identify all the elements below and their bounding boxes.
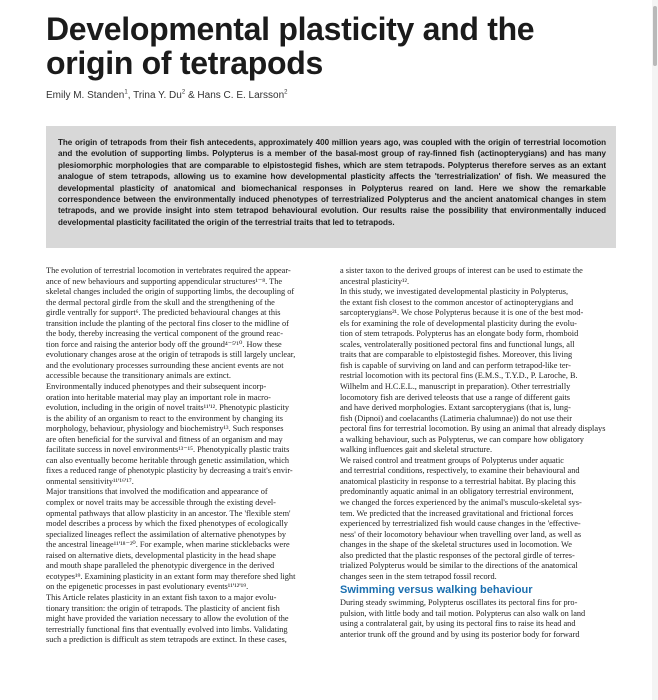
body-text-line: predominantly aquatic animal in an obligatory terrestrial environment, bbox=[340, 487, 574, 497]
body-text-line: we changed the forces experienced by the animal's musculo-skeletal sys- bbox=[340, 498, 582, 508]
body-text-line: walking influences gait and skeletal structure. bbox=[340, 445, 493, 455]
body-column-right bbox=[340, 266, 626, 640]
body-text-line: accessible because the transitionary animals are extinct. bbox=[46, 371, 231, 381]
body-column-left bbox=[46, 266, 332, 646]
body-text-line: terrestrially functional fins that eventually evolved into limbs. Validating bbox=[46, 624, 288, 634]
body-text-line: might have provided the variation necessary to allow the evolution of the bbox=[46, 614, 289, 624]
body-text-line: can also eventually become heritable through genetic assimilation, which bbox=[46, 455, 290, 465]
body-text-line: ecotypes¹⁹. Examining plasticity in an extant form may therefore shed light bbox=[46, 571, 296, 581]
body-text-line: The evolution of terrestrial locomotion in vertebrates required the appear- bbox=[46, 266, 291, 275]
body-text-line: trialized Polypterus would be similar to the directions of the anatomical bbox=[340, 561, 578, 571]
body-text-line: and have derived morphologies. Extant sarcopterygians (that is, lung- bbox=[340, 403, 571, 413]
article-title: Developmental plasticity and the origin of tetrapods bbox=[46, 11, 535, 81]
abstract-text: The origin of tetrapods from their fish antecedents, approximately 400 million years ago, was coupled with the origin of terrestrial locomotion and the evolution of supporting limbs. Polypterus is a member of the basal-most group of ray-finned fish (actinopterygians) and has many plesiomorphic morphologies that are comparable to elpistostegid fishes, which are stem tetrapods. Polypterus therefore serves as an extant analogue of stem tetrapods, allowing us to examine how developmental plasticity affects the 'terrestrialization' of fish. We measured the developmental plasticity of anatomical and biomechanical responses in Polypterus reared on land. Here we show the remarkable correspondence between the environmentally induced phenotypes of terrestrialized Polypterus and the ancient anatomical changes in stem tetrapods, and we provide insight into stem tetrapod behavioural evolution. Our results raise the possibility that environmentally induced developmental plasticity facilitated the origin of the terrestrial traits that led to tetrapods. bbox=[58, 138, 606, 227]
body-text-line: and the evolutionary processes surrounding these ancient events are not bbox=[46, 360, 284, 370]
abstract-box bbox=[46, 126, 616, 248]
body-text-line: During steady swimming, Polypterus oscillates its pectoral fins for pro- bbox=[340, 597, 578, 607]
body-text-line: model describes a process by which the fixed phenotypes of ecologically bbox=[46, 519, 288, 529]
body-text-line: fish is capable of surviving on land and can perform tetrapod-like ter- bbox=[340, 360, 571, 370]
body-text-line: anterior trunk off the ground and by using its posterior body for forward bbox=[340, 629, 580, 639]
body-text-line: els for examining the role of developmental plasticity during the evolu- bbox=[340, 318, 577, 328]
body-text-line: girdle ventrally for support⁶. The predicted behavioural changes at this bbox=[46, 308, 281, 318]
body-text-line: are often beneficial for the survival and fitness of an organism and may bbox=[46, 434, 283, 444]
body-text-line: experienced by terrestrialized fish would cause changes in the 'effective- bbox=[340, 519, 581, 529]
body-text-line: facilitate success in novel environments¹³⁻¹⁵. Phenotypically plastic traits bbox=[46, 445, 290, 455]
body-text-line: Major transitions that involved the modification and appearance of bbox=[46, 487, 268, 497]
scrollbar-thumb[interactable] bbox=[653, 6, 657, 66]
body-text-line: ance of new behaviours and supporting appendicular structures¹⁻⁸. The bbox=[46, 276, 283, 286]
body-text-line: transition include the planting of the pectoral fins closer to the midline of bbox=[46, 318, 289, 328]
section-body-text bbox=[340, 598, 626, 640]
body-text-line: traits that are comparable to elpistostegid fishes. Moreover, this living bbox=[340, 350, 573, 360]
body-text-line: This Article relates plasticity in an extant fish taxon to a major evolu- bbox=[46, 592, 277, 602]
body-text-line: complex or novel traits may be accessible through the existing devel- bbox=[46, 498, 276, 508]
body-text-line: anatomical plasticity in response to a terrestrial habitat. By placing this bbox=[340, 476, 576, 486]
body-text-line: skeletal changes included the origin of supporting limbs, the decoupling of bbox=[46, 287, 295, 297]
body-text-line: oration into heritable material may play an important role in macro- bbox=[46, 392, 271, 402]
body-text-line: tion force and raising the anterior body off the ground⁴⁻⁵'¹⁰. How these bbox=[46, 339, 282, 349]
body-text-line: specialized lineages reflect the assimilation of alternative phenotypes by bbox=[46, 529, 287, 539]
body-text-line: ancestral plasticity¹². bbox=[340, 276, 410, 286]
body-text-line: ness' of their locomotory behaviour when travelling over land, as well as bbox=[340, 529, 582, 539]
body-text-line: and mouth shape paralleled the phenotypic divergence in the derived bbox=[46, 561, 275, 571]
section-heading: Swimming versus walking behaviour bbox=[340, 584, 533, 597]
body-text-line: pectoral fins for terrestrial locomotion. By using an animal that already displays bbox=[340, 424, 606, 434]
author-list bbox=[46, 90, 626, 101]
body-text-line: morphology, behaviour, physiology and biochemistry¹³. Such responses bbox=[46, 424, 284, 434]
body-text-line: fish (Dipnoi) and coelacanths (Latimeria chalumnae)) do not use their bbox=[340, 413, 572, 423]
body-text-line: using a contralateral gait, by using its pectoral fins to raise its head and bbox=[340, 619, 576, 629]
body-text-line: We raised control and treatment groups of Polypterus under aquatic bbox=[340, 455, 564, 465]
body-text-line: Wilhelm and H.C.E.L., manuscript in preparation). Other terrestrially bbox=[340, 382, 571, 392]
body-text-line: and terrestrial conditions, respectively, to examine their behavioural and bbox=[340, 466, 580, 476]
body-text-line: fixes a reduced range of phenotypic plasticity by decreasing a trait's envir- bbox=[46, 466, 293, 476]
body-text-line: locomotory fish are derived teleosts that use a range of different gaits bbox=[340, 392, 571, 402]
body-text-line: raised on alternative diets, developmental plasticity in the head shape bbox=[46, 550, 276, 560]
body-text-line: the dermal pectoral girdle from the skull and the strengthening of the bbox=[46, 297, 275, 307]
author-2: Trina Y. Du$^2$ & bbox=[133, 90, 198, 102]
body-column-right-text bbox=[340, 266, 626, 582]
body-text-line: opmental pathways that allow plasticity in an ancestor. The 'flexible stem' bbox=[46, 508, 291, 518]
body-text-line: such a prediction is difficult as stem tetrapods are extinct. In these cases, bbox=[46, 635, 287, 645]
body-text-line: on the epigenetic processes in past evolutionary events¹¹'¹²'¹⁹. bbox=[46, 582, 249, 592]
vertical-scrollbar[interactable] bbox=[652, 0, 658, 700]
body-text-line: pulsion, with little body and tail motion. Polypterus can also walk on land bbox=[340, 608, 586, 618]
body-text-line: tem. We predicted that the increased gravitational and frictional forces bbox=[340, 508, 574, 518]
body-text-line: also predicted that the plastic responses of the pectoral girdle of terres- bbox=[340, 550, 575, 560]
body-text-line: sarcopterygians²¹. We chose Polypterus because it is one of the best mod- bbox=[340, 308, 584, 318]
body-text-line: a walking behaviour, such as Polypterus, we can compare how obligatory bbox=[340, 434, 584, 444]
body-text-line: the ancestral lineage¹¹'¹⁸⁻²⁰. For example, when marine sticklebacks were bbox=[46, 540, 290, 550]
body-text-line: evolution, including in the origin of novel traits¹¹'¹². Phenotypic plasticity bbox=[46, 403, 290, 413]
body-text-line: a sister taxon to the derived groups of interest can be used to estimate the bbox=[340, 266, 583, 275]
body-text-line: tion of stem tetrapods. Polypterus has an elongate body form, rhomboid bbox=[340, 329, 579, 339]
body-text-line: In this study, we investigated developmental plasticity in Polypterus, bbox=[340, 287, 569, 297]
body-text-line: the body, thereby increasing the vertical component of the ground reac- bbox=[46, 329, 283, 339]
author-3: Hans C. E. Larsson$^2$ bbox=[197, 90, 288, 102]
body-text-line: tionary transition: the origin of tetrapods. The plasticity of ancient fish bbox=[46, 603, 280, 613]
body-text-line: Environmentally induced phenotypes and their subsequent incorp- bbox=[46, 382, 267, 392]
body-text-line: scales, ventrolaterally positioned pectoral fins and functional lungs, all bbox=[340, 339, 575, 349]
body-text-line: restrial locomotion with its pectoral fins (E.M.S., T.Y.D., P. Laroche, B. bbox=[340, 371, 578, 381]
body-text-line: onmental sensitivity¹¹'¹⁶'¹⁷. bbox=[46, 476, 134, 486]
body-text-line: the extant fish closest to the common ancestor of actinopterygians and bbox=[340, 297, 574, 307]
body-text-line: evolutionary changes arose at the origin of tetrapods is still largely unclear, bbox=[46, 350, 296, 360]
body-text-line: is the ability of an organism to react to the environment by changing its bbox=[46, 413, 283, 423]
body-text-line: changes in the shape of the skeletal structures used in locomotion. We bbox=[340, 540, 572, 550]
body-text-line: changes seen in the stem tetrapod fossil record. bbox=[340, 571, 497, 581]
author-1: Emily M. Standen$^1$, bbox=[46, 90, 134, 102]
